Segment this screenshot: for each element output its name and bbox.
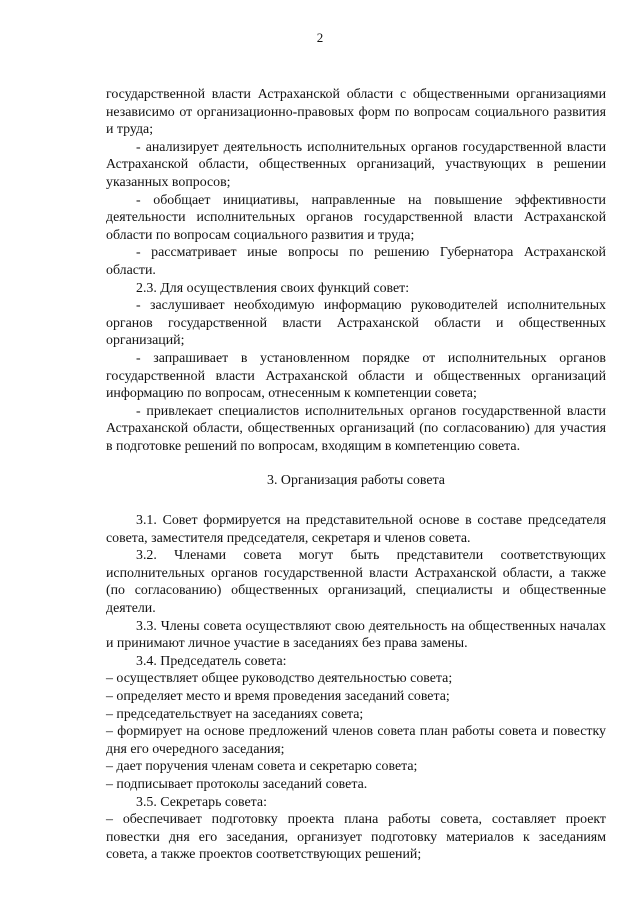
clause-3-5: 3.5. Секретарь совета: bbox=[136, 794, 267, 810]
list-item-chairs: – председательствует на заседаниях совета; bbox=[106, 706, 364, 722]
list-item-involve: - привлекает специалистов исполнительных органов государственной власти Астраханской области, общественных организаций (по согласованию) для участия в подготовке решений по вопросам, входящим в компетенцию совета. bbox=[106, 403, 606, 454]
list-item-signs-minutes: – подписывает протоколы заседаний совета. bbox=[106, 776, 368, 792]
list-item-other-questions: - рассматривает иные вопросы по решению Губернатора Астраханской области. bbox=[106, 245, 606, 278]
clause-3-2: 3.2. Членами совета могут быть представители соответствующих исполнительных органов государственной власти Астраханской области, а также (по согласованию) общественных организаций, специалисты и общественные деятели. bbox=[106, 548, 606, 617]
list-item-assignments: – дает поручения членам совета и секретарю совета; bbox=[106, 759, 418, 775]
list-item-secretary-duties: – обеспечивает подготовку проекта плана работы совета, составляет проект повестки дня его заседания, организует подготовку материалов к заседаниям совета, а также проектов соответствующих решений; bbox=[106, 812, 606, 863]
clause-3-1: 3.1. Совет формируется на представительной основе в составе председателя совета, заместителя председателя, секретаря и членов совета. bbox=[106, 513, 606, 546]
clause-3-3: 3.3. Члены совета осуществляют свою деятельность на общественных началах и принимают личное участие в заседаниях без права замены. bbox=[106, 618, 606, 652]
list-item-meeting-place: – определяет место и время проведения заседаний совета; bbox=[106, 689, 450, 704]
page-number: 2 bbox=[316, 30, 324, 45]
list-item-request: - запрашивает в установленном порядке от исполнительных органов государственной власти Астраханской области и общественных организаций информацию по вопросам, отнесенным к компетенции совета; bbox=[106, 350, 606, 402]
document-body bbox=[106, 86, 606, 864]
list-item-generalize: - обобщает инициативы, направленные на повышение эффективности деятельности исполнительных органов государственной власти Астраханской области по вопросам социального развития и труда; bbox=[106, 192, 606, 243]
clause-2-3: 2.3. Для осуществления своих функций совет: bbox=[136, 280, 410, 296]
list-item-hear: - заслушивает необходимую информацию руководителей исполнительных органов государственной власти Астраханской области и общественных организаций; bbox=[106, 298, 606, 349]
list-item-analyze: - анализирует деятельность исполнительных органов государственной власти Астраханской области, общественных организаций, участвующих в решении указанных вопросов; bbox=[106, 139, 606, 190]
clause-3-4: 3.4. Председатель совета: bbox=[136, 653, 287, 669]
paragraph-continuation: государственной власти Астраханской области с общественными организациями независимо от организационно-правовых форм по вопросам социального развития и труда; bbox=[106, 87, 606, 138]
list-item-general-management: – осуществляет общее руководство деятельностью совета; bbox=[106, 671, 453, 687]
section-heading: 3. Организация работы совета bbox=[267, 473, 445, 489]
list-item-work-plan: – формирует на основе предложений членов совета план работы совета и повестку дня его очередного заседания; bbox=[106, 724, 606, 757]
